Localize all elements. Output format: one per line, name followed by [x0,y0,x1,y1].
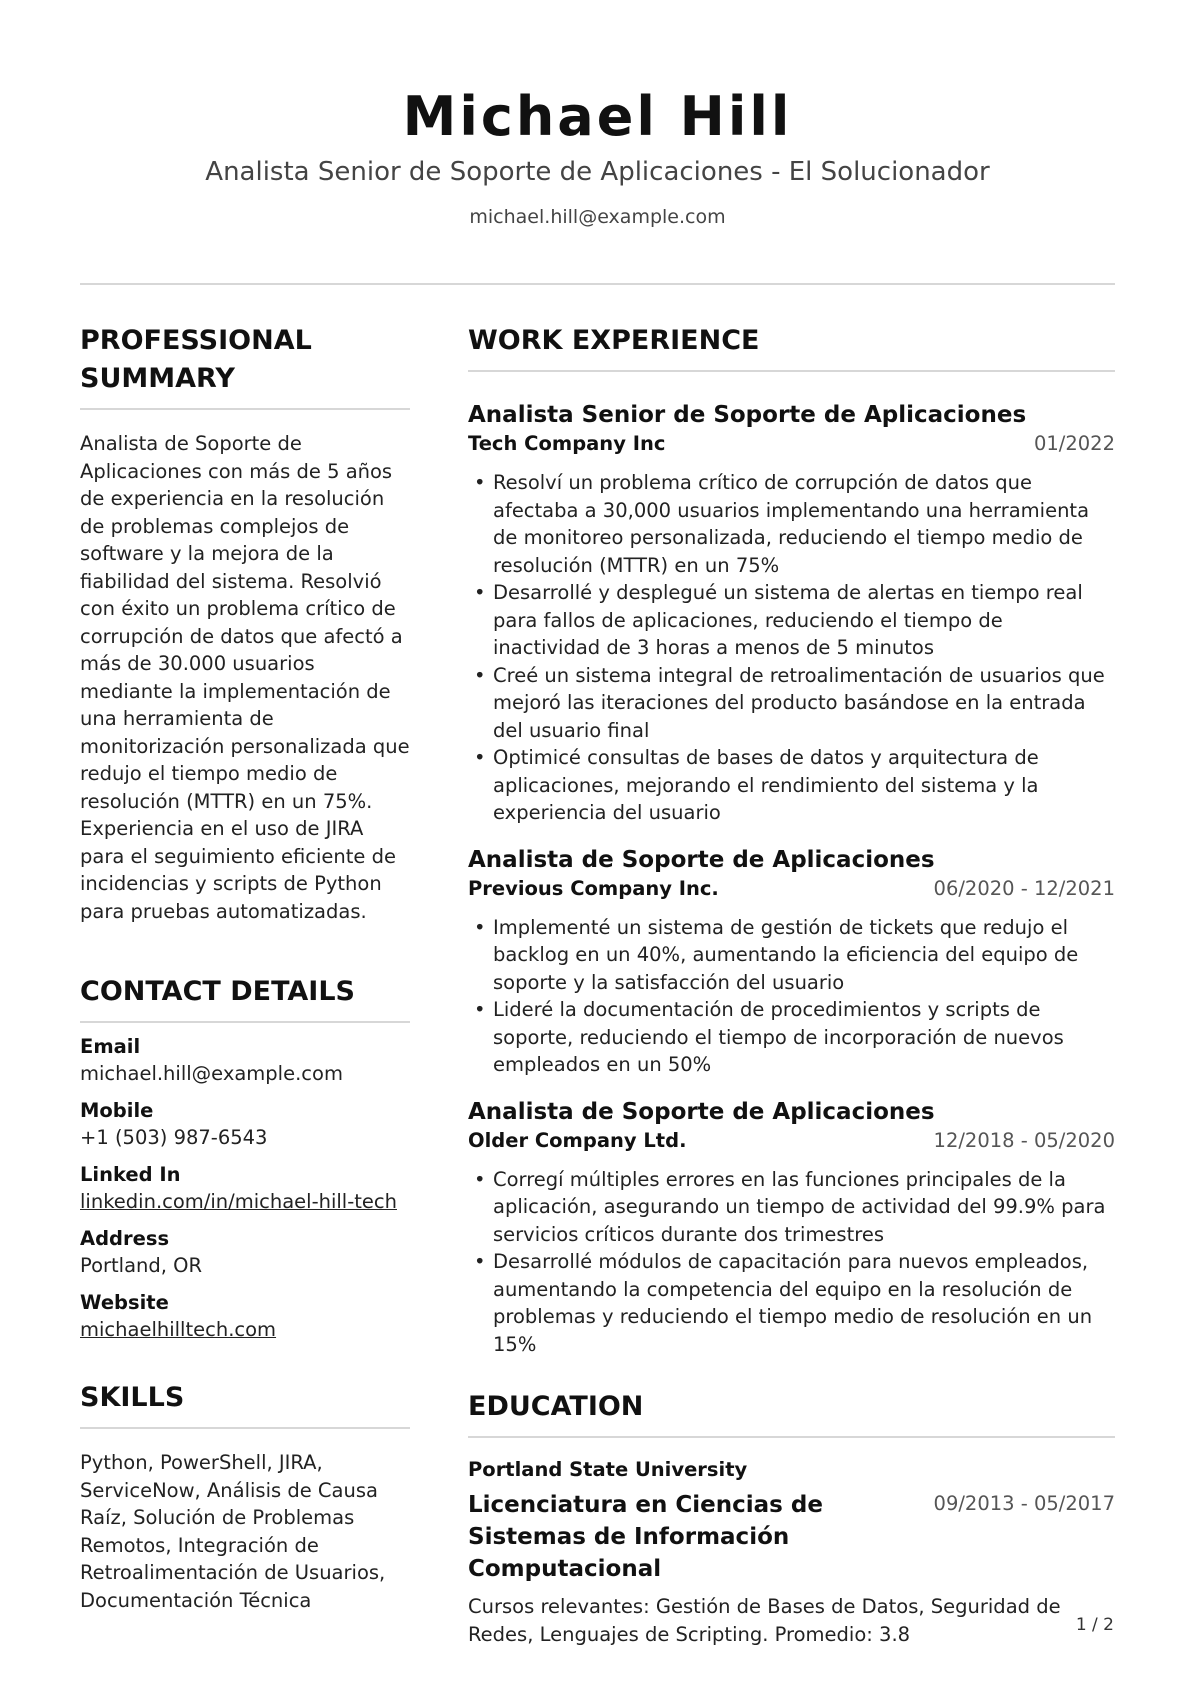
job-entry [468,400,1115,827]
header-divider [80,283,1115,285]
skills-section [80,1379,410,1614]
list-item: • Implementé un sistema de gestión de tickets que redujo el backlog en un 40%, aumentando la eficiencia del equipo de soporte y la satisfacción del usuario [468,914,1115,997]
job-title: Analista de Soporte de Aplicaciones [468,1098,935,1125]
list-item: • Corregí múltiples errores en las funciones principales de la aplicación, asegurando un tiempo de actividad del 99.9% para servicios críticos durante dos trimestres [468,1166,1115,1249]
job-company: Older Company Ltd. [468,1128,687,1152]
job-entry [468,1097,1115,1359]
website-link[interactable]: michaelhilltech.com [80,1318,277,1341]
job-company: Previous Company Inc. [468,876,719,900]
summary-divider [80,408,410,410]
contact-item-address [80,1225,410,1279]
job-company: Tech Company Inc [468,432,666,455]
summary-text: Analista de Soporte de Aplicaciones con más de 5 años de experiencia en la resolución de problemas complejos de software y la mejora de la fiabilidad del sistema. Resolvió con éxito un problema crítico de corrupción de datos que afectó a más de 30.000 usuarios mediante la implementación de una herramienta de monitorización personalizada que redujo el tiempo medio de resolución (MTTR) en un 75%. Experiencia en el uso de JIRA para el seguimiento eficiente de incidencias y scripts de Python para pruebas automatizadas. [80,432,410,923]
skills-heading: SKILLS [80,1382,185,1413]
contact-item-website [80,1289,410,1343]
job-title: Analista de Soporte de Aplicaciones [468,846,935,873]
job-bullets [468,914,1115,1079]
degree-title: Licenciatura en Ciencias de Sistemas de Información Computacional [468,1492,823,1582]
list-item: • Creé un sistema integral de retroalimentación de usuarios que mejoró las iteraciones del producto basándose en la entrada del usuario final [468,662,1115,745]
contact-mobile-value: +1 (503) 987-6543 [80,1126,268,1149]
summary-section [80,322,410,925]
list-item: • Lideré la documentación de procedimientos y scripts de soporte, reduciendo el tiempo de incorporación de nuevos empleados en un 50% [468,996,1115,1079]
contact-address-value: Portland, OR [80,1254,203,1277]
header-email: michael.hill@example.com [469,206,726,228]
school-name: Portland State University [468,1458,748,1481]
contact-heading: CONTACT DETAILS [80,976,355,1007]
summary-heading: PROFESSIONAL SUMMARY [80,325,312,394]
candidate-name: Michael Hill [402,85,793,148]
education-divider [468,1436,1115,1438]
experience-heading: WORK EXPERIENCE [468,325,760,356]
list-item: • Optimicé consultas de bases de datos y arquitectura de aplicaciones, mejorando el rendimiento del sistema y la experiencia del usuario [468,744,1115,827]
job-title: Analista Senior de Soporte de Aplicaciones [468,402,1027,428]
candidate-headline: Analista Senior de Soporte de Aplicaciones - El Solucionador [205,157,990,187]
education-entry [468,1456,1115,1648]
job-entry [468,845,1115,1079]
job-date: 06/2020 - 12/2021 [933,876,1115,900]
right-column [468,322,1115,1648]
education-description: Cursos relevantes: Gestión de Bases de Datos, Seguridad de Redes, Lenguajes de Scripting. Promedio: 3.8 [468,1595,1061,1646]
page-number: 1 / 2 [1075,1615,1114,1635]
job-date: 12/2018 - 05/2020 [933,1128,1115,1152]
contact-section [80,973,410,1343]
job-bullets [468,1166,1115,1359]
education-date: 09/2013 - 05/2017 [933,1492,1115,1515]
skills-text: Python, PowerShell, JIRA, ServiceNow, Análisis de Causa Raíz, Solución de Problemas Remotos, Integración de Retroalimentación de Usuarios, Documentación Técnica [80,1451,386,1612]
contact-item-mobile [80,1097,410,1151]
contact-label: Website [80,1291,169,1314]
list-item: • Resolví un problema crítico de corrupción de datos que afectaba a 30,000 usuarios implementando una herramienta de monitoreo personalizada, reduciendo el tiempo medio de resolución (MTTR) en un 75% [468,469,1115,579]
contact-email-value: michael.hill@example.com [80,1062,343,1085]
contact-label: Address [80,1227,170,1250]
left-column [80,322,410,1614]
contact-label: Linked In [80,1163,181,1186]
contact-divider [80,1021,410,1023]
linkedin-link[interactable]: linkedin.com/in/michael-hill-tech [80,1190,397,1213]
skills-divider [80,1427,410,1429]
contact-label: Email [80,1035,141,1058]
list-item: • Desarrollé módulos de capacitación para nuevos empleados, aumentando la competencia del equipo en la resolución de problemas y reduciendo el tiempo medio de resolución en un 15% [468,1248,1115,1358]
experience-divider [468,370,1115,372]
contact-item-email [80,1033,410,1087]
contact-item-linkedin [80,1161,410,1215]
job-date: 01/2022 [1033,432,1115,455]
education-heading: EDUCATION [468,1391,644,1422]
list-item: • Desarrollé y desplegué un sistema de alertas en tiempo real para fallos de aplicaciones, reduciendo el tiempo de inactividad de 3 horas a menos de 5 minutos [468,579,1115,662]
education-section [468,1388,1115,1648]
contact-label: Mobile [80,1099,154,1122]
experience-section [468,322,1115,1358]
resume-header [80,82,1115,230]
job-bullets [468,469,1115,827]
